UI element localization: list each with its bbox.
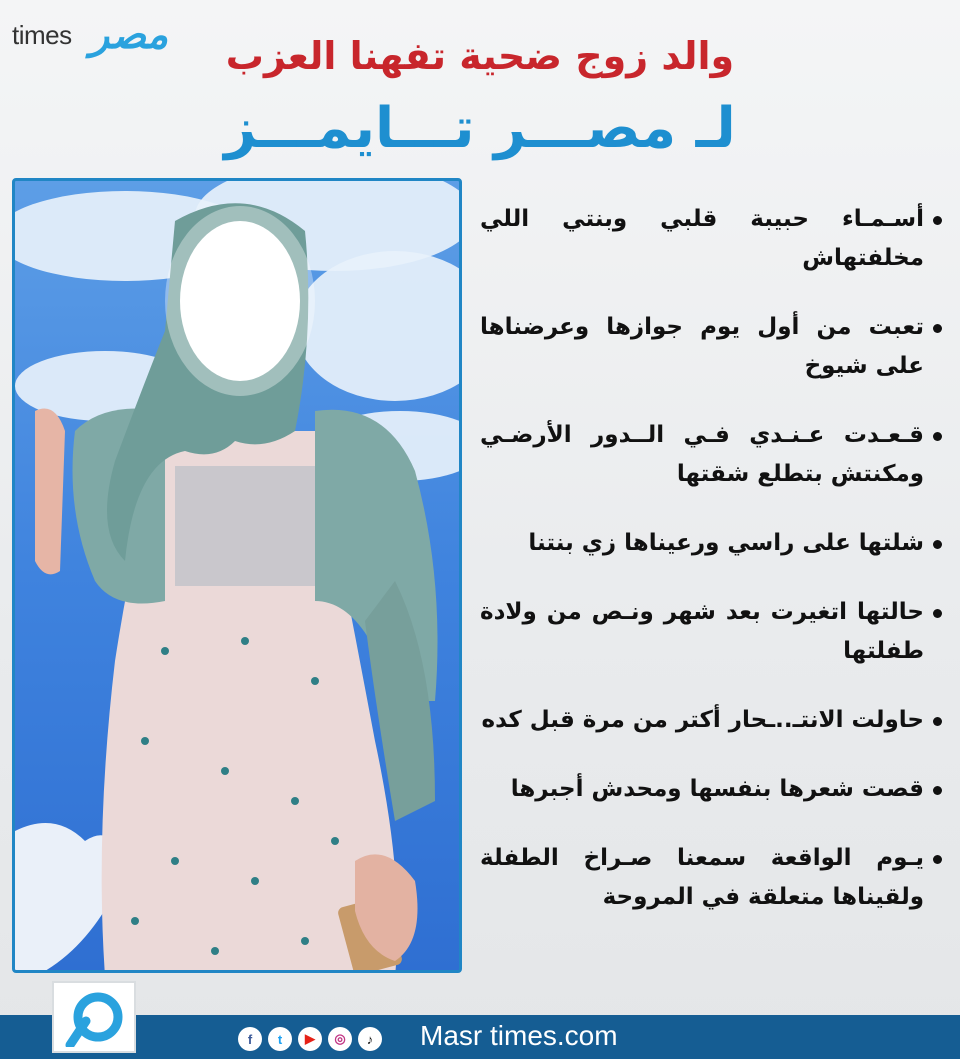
quote-item: يـوم الواقعة سمعنا صـراخ الطفلة ولقيناها متعلقة في المروحة: [480, 839, 942, 917]
quote-item: حاولت الانتـ..ـحار أكتر من مرة قبل كده: [480, 701, 942, 740]
logo-misr-text: مصر: [90, 12, 169, 58]
twitter-icon[interactable]: t: [268, 1027, 292, 1051]
facebook-icon[interactable]: f: [238, 1027, 262, 1051]
instagram-icon[interactable]: ◎: [328, 1027, 352, 1051]
social-icons: [238, 1027, 382, 1051]
logo-times-text: times: [12, 20, 72, 50]
website-link[interactable]: Masr times.com: [420, 1020, 618, 1051]
quote-item: أسـمـاء حبيبة قلبي وبنتي اللي مخلفتهاش: [480, 200, 942, 278]
youtube-icon[interactable]: ▶: [298, 1027, 322, 1051]
quote-item: حالتها اتغيرت بعد شهر ونـص من ولادة طفلتها: [480, 593, 942, 671]
woman-illustration: [15, 181, 462, 973]
logo-mark-icon: [64, 991, 126, 1047]
quote-item: تعبت من أول يوم جوازها وعرضناها على شيوخ: [480, 308, 942, 386]
headline-subtitle: لـ مصـــر تـــايمـــز: [224, 96, 736, 161]
quote-item: شلتها على راسي ورعيناها زي بنتنا: [480, 524, 942, 563]
quote-item: قصت شعرها بنفسها ومحدش أجبرها: [480, 770, 942, 809]
quotes-list: [480, 200, 942, 947]
tiktok-icon[interactable]: ♪: [358, 1027, 382, 1051]
quote-item: قـعـدت عـنـدي فـي الــدور الأرضـي ومكنتش بتطلع شقتها: [480, 416, 942, 494]
victim-photo: [12, 178, 462, 973]
masr-times-mark-logo: [52, 981, 136, 1053]
headline-title: والد زوج ضحية تفهنا العزب: [225, 34, 735, 78]
masr-times-logo: [8, 10, 188, 58]
footer-bar: [0, 1015, 960, 1059]
